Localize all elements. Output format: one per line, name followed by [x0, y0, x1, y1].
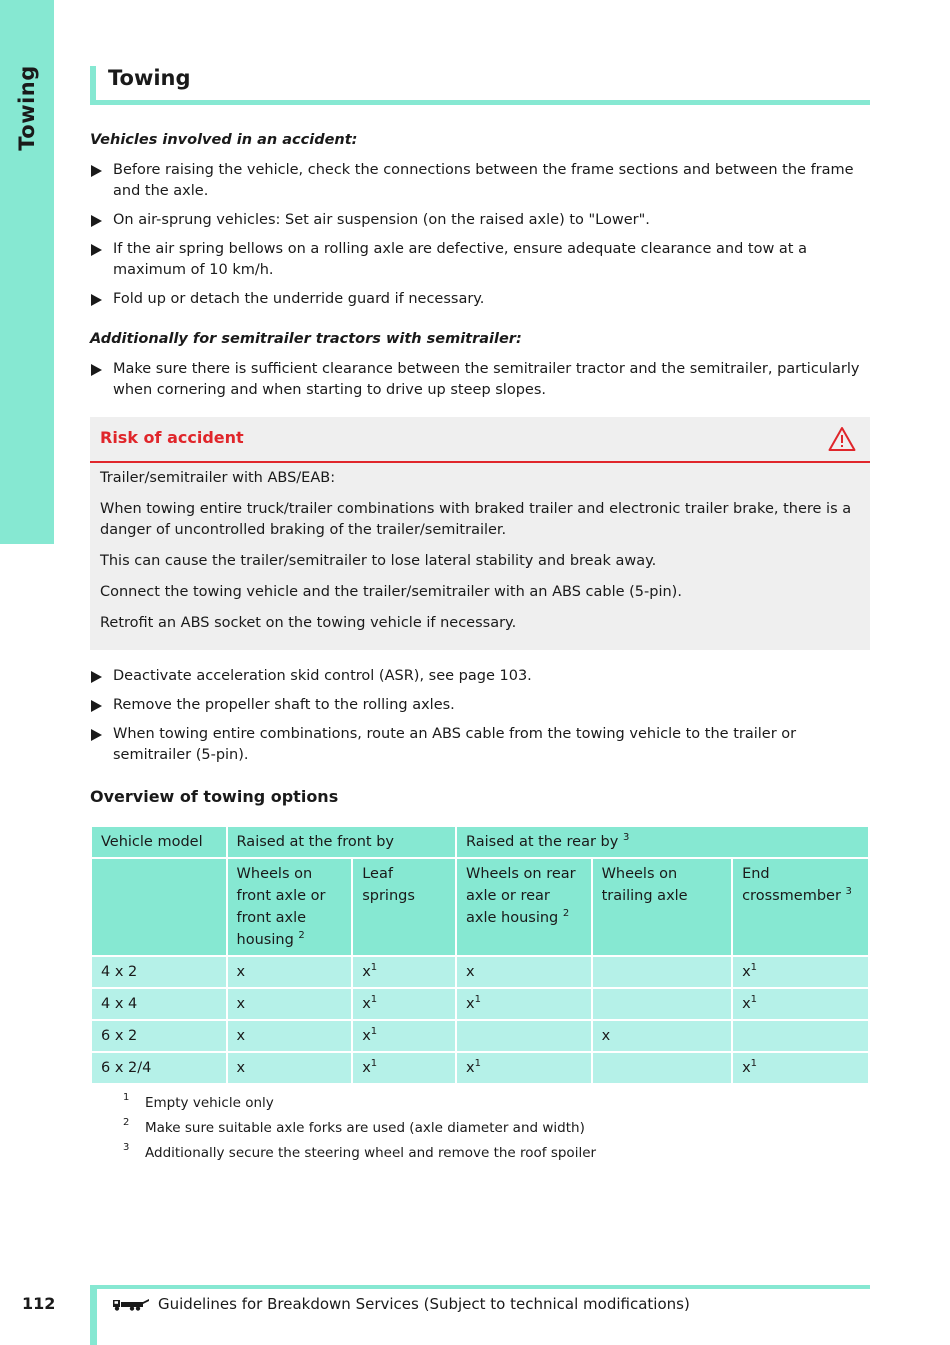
cell-value: $x^1$	[732, 988, 869, 1020]
cell-value: $x^1$	[456, 988, 592, 1020]
warning-paragraph: When towing entire truck/trailer combinations with braked trailer and electronic trailer brake, there is a danger of uncontrolled braking of the trailer/semitrailer.	[100, 501, 852, 538]
warning-triangle-icon	[828, 426, 856, 452]
list-item: Make sure there is sufficient clearance between the semitrailer tractor and the semitrailer, particularly when cornering and when starting to drive up steep slopes.	[90, 359, 870, 401]
section-heading-accident: Vehicles involved in an accident:	[90, 132, 358, 148]
list-item: Remove the propeller shaft to the rolling axles.	[90, 695, 870, 716]
table-row	[91, 988, 869, 1020]
towing-options-table	[90, 825, 870, 1085]
footer-text: Guidelines for Breakdown Services (Subject to technical modifications)	[158, 1295, 690, 1313]
cell-value	[592, 988, 733, 1020]
cell-value: $x^1$	[352, 1052, 456, 1084]
cell-model: 6 x 2/4	[91, 1052, 227, 1084]
bullet-arrow-icon	[91, 244, 102, 256]
cell-value	[592, 956, 733, 988]
bullet-arrow-icon	[91, 364, 102, 376]
footnotes	[90, 1091, 870, 1166]
cell-model: 6 x 2	[91, 1020, 227, 1052]
warning-paragraph: Retrofit an ABS socket on the towing vehicle if necessary.	[100, 615, 517, 631]
header-leaf-springs: Leaf springs	[352, 858, 456, 956]
header-empty-cell	[91, 858, 227, 956]
section-heading-semitrailer: Additionally for semitrailer tractors with semitrailer:	[90, 331, 522, 347]
page-header	[90, 66, 870, 105]
list-item: Deactivate acceleration skid control (ASR), see page 103.	[90, 666, 870, 687]
header-raised-rear: Raised at the rear by $^3$	[456, 826, 869, 858]
list-item: On air-sprung vehicles: Set air suspension (on the raised axle) to "Lower".	[90, 210, 870, 231]
table-subheader-row	[91, 858, 869, 956]
warning-header	[90, 417, 870, 463]
side-tab-label: Towing	[15, 65, 39, 151]
warning-title: Risk of accident	[100, 428, 244, 447]
truck-icon	[112, 1297, 150, 1311]
table-row	[91, 956, 869, 988]
cell-value	[732, 1020, 869, 1052]
cell-model: 4 x 2	[91, 956, 227, 988]
cell-value	[456, 1020, 592, 1052]
header-vehicle-model: Vehicle model	[91, 826, 227, 858]
cell-value	[592, 1052, 733, 1084]
cell-value: $x^1$	[352, 956, 456, 988]
footnote: 1 Empty vehicle only	[123, 1092, 274, 1111]
header-front-wheels: Wheels on front axle or front axle housing $^2$	[227, 858, 353, 956]
footnote: 2 Make sure suitable axle forks are used (axle diameter and width)	[123, 1117, 585, 1136]
footer-accent-bar	[90, 1285, 97, 1345]
warning-paragraph: Trailer/semitrailer with ABS/EAB:	[100, 470, 336, 486]
page-content	[90, 130, 870, 1166]
footnote: 3 Additionally secure the steering wheel and remove the roof spoiler	[123, 1142, 597, 1161]
warning-body	[90, 463, 870, 650]
warning-paragraph: This can cause the trailer/semitrailer to lose lateral stability and break away.	[100, 553, 657, 569]
cell-model: 4 x 4	[91, 988, 227, 1020]
bullet-arrow-icon	[91, 215, 102, 227]
cell-value: $x^1$	[456, 1052, 592, 1084]
cell-value: $x^1$	[352, 1020, 456, 1052]
page-number: 112	[22, 1294, 56, 1313]
header-end-crossmember: End crossmember $^3$	[732, 858, 869, 956]
footer-rule	[90, 1285, 870, 1289]
bullet-arrow-icon	[91, 294, 102, 306]
header-raised-front: Raised at the front by	[227, 826, 456, 858]
cell-value: x	[456, 956, 592, 988]
bullet-arrow-icon	[91, 729, 102, 741]
cell-value: $x^1$	[352, 988, 456, 1020]
cell-value: x	[227, 956, 353, 988]
list-item: When towing entire combinations, route an ABS cable from the towing vehicle to the trailer or semitrailer (5-pin).	[90, 724, 870, 766]
header-trailing-axle: Wheels on trailing axle	[592, 858, 733, 956]
warning-paragraph: Connect the towing vehicle and the trailer/semitrailer with an ABS cable (5-pin).	[100, 584, 682, 600]
header-rear-wheels: Wheels on rear axle or rear axle housing $^2$	[456, 858, 592, 956]
cell-value: x	[227, 1020, 353, 1052]
warning-box	[90, 417, 870, 650]
bullet-arrow-icon	[91, 671, 102, 683]
cell-value: x	[227, 988, 353, 1020]
list-item: Before raising the vehicle, check the connections between the frame sections and between the frame and the axle.	[90, 160, 870, 202]
bullet-arrow-icon	[91, 165, 102, 177]
overview-heading: Overview of towing options	[90, 787, 339, 806]
table-row	[91, 1052, 869, 1084]
table-header-row	[91, 826, 869, 858]
bullet-arrow-icon	[91, 700, 102, 712]
list-item: Fold up or detach the underride guard if necessary.	[90, 289, 870, 310]
side-tab	[0, 0, 54, 544]
page-footer	[90, 1285, 870, 1345]
cell-value: $x^1$	[732, 956, 869, 988]
header-rule	[90, 100, 870, 105]
table-row	[91, 1020, 869, 1052]
cell-value: $x^1$	[732, 1052, 869, 1084]
page-title: Towing	[108, 66, 191, 90]
list-item: If the air spring bellows on a rolling axle are defective, ensure adequate clearance and tow at a maximum of 10 km/h.	[90, 239, 870, 281]
cell-value: x	[227, 1052, 353, 1084]
cell-value: x	[592, 1020, 733, 1052]
